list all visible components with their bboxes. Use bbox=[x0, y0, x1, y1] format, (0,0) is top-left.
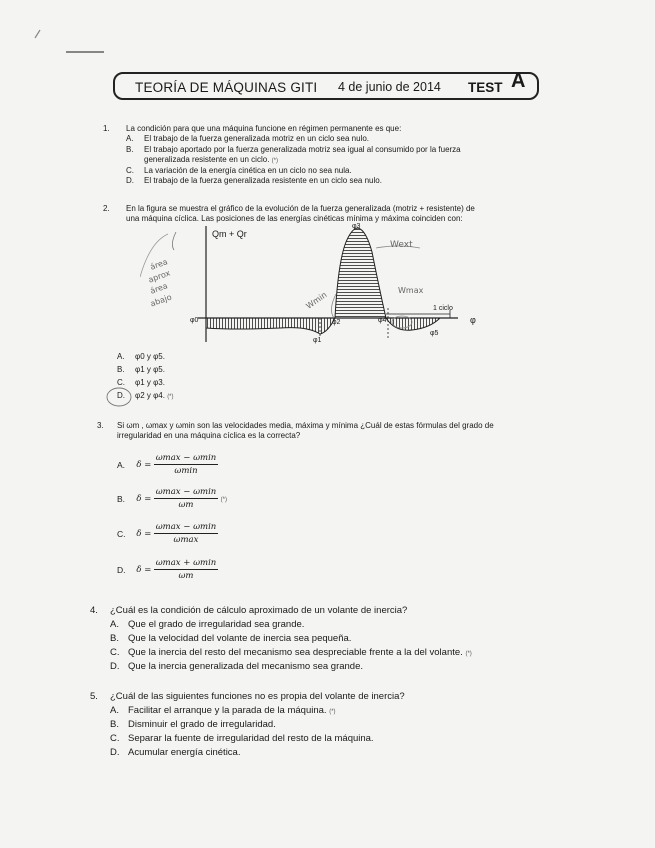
option-b-line2: generalizada resistente en un ciclo. (*) bbox=[144, 155, 278, 164]
option-d: D. Acumular energía cinética. bbox=[110, 747, 241, 758]
question-text: ¿Cuál de las siguientes funciones no es propia del volante de inercia? bbox=[110, 691, 405, 702]
question-text-line2: irregularidad en una máquina cíclica es la correcta? bbox=[117, 431, 301, 440]
option-d: D. φ2 y φ4. (*) bbox=[117, 391, 174, 400]
question-text: La condición para que una máquina funcione en régimen permanente es que: bbox=[126, 124, 402, 133]
formula-b: B. δ = $\frac{\omega\max - \omega\min}{\omega m}$ (*) bbox=[117, 487, 227, 510]
phi5-label: φ5 bbox=[430, 330, 439, 337]
option-c: C. φ1 y φ3. bbox=[117, 378, 165, 387]
option-c: C. Separar la fuente de irregularidad del resto de la máquina. bbox=[110, 733, 374, 744]
option-d: D. Que la inercia generalizada del mecanismo sea grande. bbox=[110, 661, 363, 672]
option-a: A. Facilitar el arranque y la parada de la máquina. (*) bbox=[110, 705, 336, 716]
note-wext: Wext bbox=[390, 240, 413, 250]
positive-area bbox=[335, 228, 386, 318]
note-left-1: área bbox=[148, 257, 169, 272]
cycle-label: 1 ciclo bbox=[433, 305, 453, 312]
question-text-line1: Si ωm , ωmax y ωmin son las velocidades media, máxima y mínima ¿Cuál de estas fórmulas del grado de bbox=[117, 421, 494, 430]
option-a: A. φ0 y φ5. bbox=[117, 352, 165, 361]
formula-a: A. δ = $\frac{\omega\max - \omega\min}{\omega\min}$ bbox=[117, 453, 217, 476]
option-a: A. Que el grado de irregularidad sea grande. bbox=[110, 619, 305, 630]
formula-c: C. δ = $\frac{\omega\max - \omega\min}{\omega\max}$ bbox=[117, 522, 217, 545]
note-wmax: Wmax bbox=[398, 286, 424, 295]
option-b: B. Disminuir el grado de irregularidad. bbox=[110, 719, 276, 730]
exam-date: 4 de junio de 2014 bbox=[338, 80, 441, 94]
formula-d: D. δ = $\frac{\omega\max + \omega\min}{\omega m}$ bbox=[117, 558, 217, 581]
exam-title: TEORÍA DE MÁQUINAS GITI bbox=[135, 80, 318, 95]
exam-header bbox=[113, 72, 539, 100]
force-diagram bbox=[140, 222, 520, 352]
note-wmin: Wmin bbox=[304, 290, 329, 311]
circle-mark bbox=[104, 386, 134, 408]
test-label: TEST bbox=[468, 80, 503, 95]
note-left-4: abajo bbox=[149, 292, 173, 309]
phi4-label: φ4 bbox=[378, 317, 387, 324]
note-left-3: área bbox=[148, 281, 169, 296]
question-text-line1: En la figura se muestra el gráfico de la evolución de la fuerza generalizada (motriz + resistente) de bbox=[126, 204, 475, 213]
question-text: ¿Cuál es la condición de cálculo aproximado de un volante de inercia? bbox=[110, 605, 408, 616]
option-b: B. El trabajo aportado por la fuerza generalizada motriz sea igual al consumido por la fuerza bbox=[126, 145, 461, 154]
option-c: C. La variación de la energía cinética en un ciclo no sea nula. bbox=[126, 166, 352, 175]
negative-area-1 bbox=[206, 318, 335, 334]
option-b: B. φ1 y φ5. bbox=[117, 365, 165, 374]
option-d: D. El trabajo de la fuerza generalizada resistente en un ciclo sea nulo. bbox=[126, 176, 382, 185]
y-axis-label: Qm + Qr bbox=[212, 229, 247, 239]
option-a: A. El trabajo de la fuerza generalizada motriz en un ciclo sea nulo. bbox=[126, 134, 370, 143]
question-number: 5. bbox=[90, 691, 98, 702]
phi2-label: φ2 bbox=[332, 319, 341, 326]
phi0-label: φ0 bbox=[190, 317, 199, 324]
question-number: 4. bbox=[90, 605, 98, 616]
pen-marks bbox=[0, 0, 140, 60]
x-axis-label: φ bbox=[470, 315, 476, 325]
negative-area-2 bbox=[386, 318, 440, 330]
option-c: C. Que la inercia del resto del mecanismo sea despreciable frente a la del volante. (*) bbox=[110, 647, 472, 658]
option-b: B. Que la velocidad del volante de inercia sea pequeña. bbox=[110, 633, 352, 644]
test-letter: A bbox=[511, 70, 526, 92]
question-text-line2: una máquina cíclica. Las posiciones de las energías cinéticas mínima y máxima coinciden con: bbox=[126, 214, 463, 223]
question-number: 1. bbox=[103, 124, 110, 133]
question-number: 3. bbox=[97, 421, 104, 430]
question-number: 2. bbox=[103, 204, 110, 213]
phi3-label: φ3 bbox=[352, 223, 361, 230]
phi1-label: φ1 bbox=[313, 337, 322, 344]
note-left-2: aprox bbox=[147, 268, 172, 285]
